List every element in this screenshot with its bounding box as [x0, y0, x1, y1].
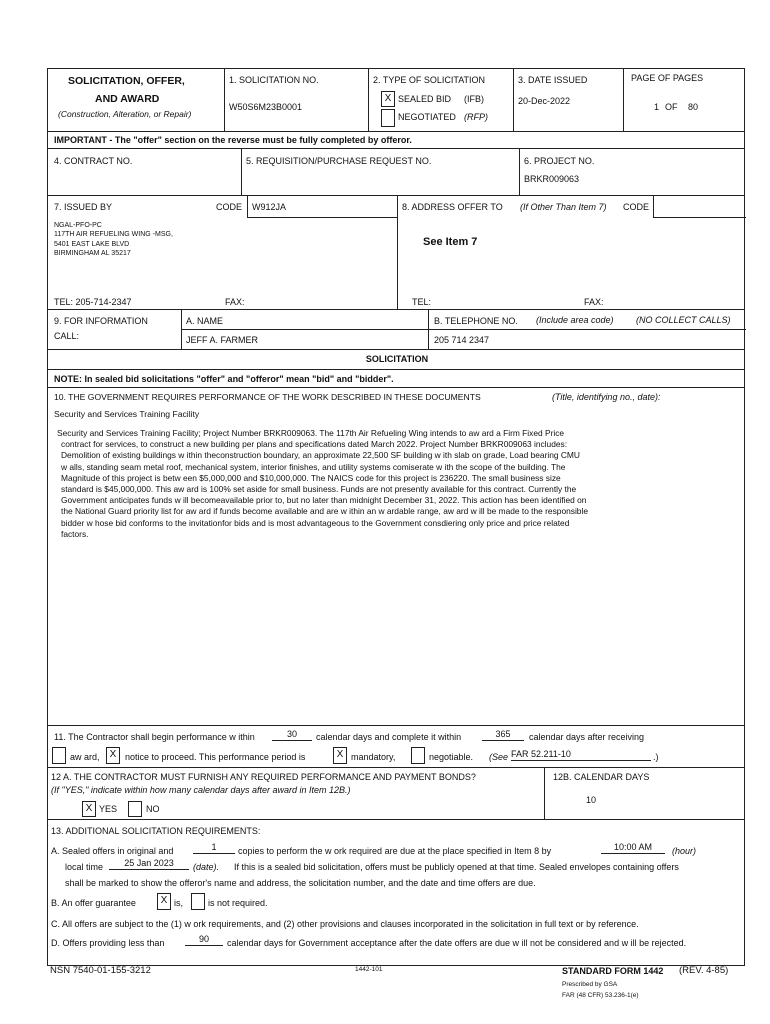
offer-fax: FAX:: [584, 297, 604, 307]
negotiable-label: negotiable.: [429, 752, 474, 762]
due-date-field[interactable]: 25 Jan 2023: [109, 858, 189, 870]
project-no: BRKR009063: [524, 174, 580, 184]
description-line: standard is $45,000,000. This aw ard is 100% set aside for small business. Funds are not presently available for this contract. Currently the: [61, 484, 577, 495]
solicitation-no: W50S6M23B0001: [229, 102, 303, 112]
issued-by-code: W912JA: [252, 202, 287, 212]
far-close: .): [653, 752, 659, 762]
guarantee-is-checkbox[interactable]: X: [157, 893, 171, 910]
solicitation-heading: SOLICITATION: [365, 354, 429, 364]
bonds-yes-label: YES: [99, 804, 118, 814]
guarantee-not-checkbox[interactable]: [191, 893, 205, 910]
form-revision: (REV. 4-85): [679, 965, 729, 976]
page-of: OF: [665, 102, 678, 112]
bonds-no-label: NO: [146, 804, 160, 814]
issued-by-code-label: CODE: [216, 202, 243, 212]
item13a-text-1: A. Sealed offers in original and: [51, 846, 174, 856]
issuer-fax: FAX:: [225, 297, 245, 307]
see-item-7: See Item 7: [423, 236, 478, 248]
mandatory-checkbox[interactable]: X: [333, 747, 347, 764]
award-checkbox[interactable]: [52, 747, 66, 764]
negotiated-abbr: (RFP): [464, 112, 488, 122]
sealed-bid-note: NOTE: In sealed bid solicitations "offer" and "offeror" mean "bid" and "bidder".: [54, 374, 394, 384]
info-call-label-2: CALL:: [54, 331, 80, 341]
award-label: aw ard,: [70, 752, 100, 762]
address-offer-note: (If Other Than Item 7): [520, 202, 607, 212]
item12a-label: 12 A. THE CONTRACTOR MUST FURNISH ANY REQUIRED PERFORMANCE AND PAYMENT BONDS?: [51, 772, 476, 782]
far-reference-field[interactable]: FAR 52.211-10: [511, 749, 651, 761]
see-label: (See: [489, 752, 509, 762]
description-line: factors.: [61, 528, 89, 539]
guarantee-is-label: is,: [174, 898, 183, 908]
negotiated-checkbox[interactable]: [381, 109, 395, 127]
item13c-text: C. All offers are subject to the (1) w ork requirements, and (2) other provisions and clauses incorporated in the solicitation in full text or by reference.: [51, 919, 639, 929]
form-title-line2: AND AWARD: [95, 93, 160, 105]
page-of-pages-label: PAGE OF PAGES: [631, 73, 704, 83]
item11-text-2: calendar days and complete it within: [316, 732, 462, 742]
prescribed-by: Prescribed by GSA: [562, 981, 618, 988]
no-collect-note: (NO COLLECT CALLS): [636, 315, 731, 325]
offer-tel: TEL:: [412, 297, 432, 307]
sf1442-form: [47, 68, 745, 966]
due-time-field[interactable]: 10:00 AM: [601, 842, 665, 854]
info-call-label-1: 9. FOR INFORMATION: [54, 316, 148, 326]
address-code-label: CODE: [623, 202, 650, 212]
calendar-days-value: 10: [586, 795, 597, 805]
item11-text-1: 11. The Contractor shall begin performance w ithin: [54, 732, 255, 742]
description-line: Security and Services Training Facility; Project Number BRKR009063. The 117th Air Refueling Wing intends to aw ard a Firm Fixed Price: [57, 428, 565, 438]
description-line: Demolition of existing buildings w ithin theconstruction boundary, an approximate 22,500 SF building w ith slab on grade, Load bearing CMU: [61, 450, 580, 461]
issuer-line: 117TH AIR REFUELING WING -MSG,: [54, 231, 173, 239]
address-offer-label: 8. ADDRESS OFFER TO: [402, 202, 503, 212]
issued-by-label: 7. ISSUED BY: [54, 202, 113, 212]
item10-label: 10. THE GOVERNMENT REQUIRES PERFORMANCE OF THE WORK DESCRIBED IN THESE DOCUMENTS: [54, 392, 481, 402]
ntp-checkbox[interactable]: X: [106, 747, 120, 764]
item13a-text-3: If this is a sealed bid solicitation, offers must be publicly opened at that time. Sealed envelopes containing offers: [234, 862, 679, 872]
bonds-yes-checkbox[interactable]: X: [82, 801, 96, 817]
issuer-line: BIRMINGHAM AL 35217: [54, 249, 131, 257]
date-issued-label: 3. DATE ISSUED: [518, 75, 588, 85]
calendar-days-label: 12B. CALENDAR DAYS: [553, 772, 650, 782]
item13b-text: B. An offer guarantee: [51, 898, 136, 908]
issuer-line: 5401 EAST LAKE BLVD: [54, 240, 130, 248]
ntp-label: notice to proceed. This performance period is: [125, 752, 306, 762]
begin-days-field[interactable]: 30: [272, 729, 312, 741]
guarantee-not-label: is not required.: [208, 898, 268, 908]
project-no-label: 6. PROJECT NO.: [524, 156, 595, 166]
issuer-tel: TEL: 205-714-2347: [54, 297, 132, 307]
complete-days-field[interactable]: 365: [482, 729, 524, 741]
mandatory-label: mandatory,: [351, 752, 396, 762]
contract-no-label: 4. CONTRACT NO.: [54, 156, 133, 166]
form-code: 1442-101: [355, 966, 383, 973]
item10-description: [57, 428, 697, 540]
item13a-text-4: shall be marked to show the offeror's name and address, the solicitation number, and the date and time offers are due.: [65, 878, 536, 888]
solicitation-type-label: 2. TYPE OF SOLICITATION: [373, 75, 486, 85]
form-title-line1: SOLICITATION, OFFER,: [68, 75, 185, 87]
contact-name: JEFF A. FARMER: [186, 335, 259, 345]
page-number: 1: [654, 102, 660, 112]
copies-field[interactable]: 1: [193, 842, 235, 854]
date-label: (date).: [193, 862, 220, 872]
sealed-bid-abbr: (IFB): [464, 94, 484, 104]
nsn-number: NSN 7540-01-155-3212: [50, 965, 151, 976]
telephone-note: (Include area code): [536, 315, 614, 325]
description-line: the National Guard priority list for aw ard if funds become available and are w ithin an w ardable range, aw ard w ill be made to the responsible: [61, 506, 588, 517]
far-citation: FAR (48 CFR) 53.236-1(e): [562, 992, 639, 999]
hour-label: (hour): [672, 846, 697, 856]
description-line: Magnitude of this project is betw een $5,000,000 and $10,000,000. The NAICS code for this project is 236220. The small business size: [61, 472, 561, 483]
bonds-no-checkbox[interactable]: [128, 801, 142, 817]
total-pages: 80: [688, 102, 699, 112]
name-label: A. NAME: [186, 316, 224, 326]
form-title-sub: (Construction, Alteration, or Repair): [58, 109, 192, 119]
item10-title: Security and Services Training Facility: [54, 409, 200, 419]
description-line: contract for services, to construct a new building per plans and specifications dated March 2022. Project Number BRKR009063 includes:: [61, 439, 568, 450]
important-notice: IMPORTANT - The "offer" section on the reverse must be fully completed by offeror.: [54, 135, 412, 145]
date-issued: 20-Dec-2022: [518, 96, 571, 106]
standard-form-name: STANDARD FORM 1442: [562, 966, 664, 976]
item13d-text-1: D. Offers providing less than: [51, 938, 165, 948]
item10-label-note: (Title, identifying no., date):: [552, 392, 661, 402]
description-line: bidder w hose bid conforms to the invitationfor bids and is most advantageous to the Government consdiering only price and price related: [61, 517, 570, 528]
acceptance-days-field[interactable]: 90: [185, 934, 223, 946]
item13a-text-2: copies to perform the w ork required are due at the place specified in Item 8 by: [238, 846, 552, 856]
negotiated-label: NEGOTIATED: [398, 112, 456, 122]
sealed-bid-label: SEALED BID: [398, 94, 452, 104]
requisition-no-label: 5. REQUISITION/PURCHASE REQUEST NO.: [246, 156, 432, 166]
description-line: w alls, standing seam metal roof, mechanical system, interior finishes, and utility systems comiserate w ith the scope of the building. The: [61, 461, 566, 472]
item13-label: 13. ADDITIONAL SOLICITATION REQUIREMENTS:: [51, 826, 261, 836]
issuer-line: NGAL-PFO-PC: [54, 222, 102, 229]
sealed-bid-checkbox[interactable]: X: [381, 91, 395, 107]
item12a-note: (If "YES," indicate within how many calendar days after award in Item 12B.): [51, 785, 351, 795]
telephone-label: B. TELEPHONE NO.: [434, 316, 518, 326]
item13d-text-2: calendar days for Government acceptance after the date offers are due w ill not be considered and w ill be rejected.: [227, 938, 687, 948]
description-line: Government anticipates funds w ill becomeavailable prior to, but no later than midnight December 31, 2022. This action has been identified on: [61, 495, 587, 506]
item11-text-3: calendar days after receiving: [529, 732, 645, 742]
issuer-address: [54, 221, 244, 258]
solicitation-no-label: 1. SOLICITATION NO.: [229, 75, 319, 85]
local-time-label: local time: [65, 862, 104, 872]
contact-phone: 205 714 2347: [434, 335, 490, 345]
negotiable-checkbox[interactable]: [411, 747, 425, 764]
